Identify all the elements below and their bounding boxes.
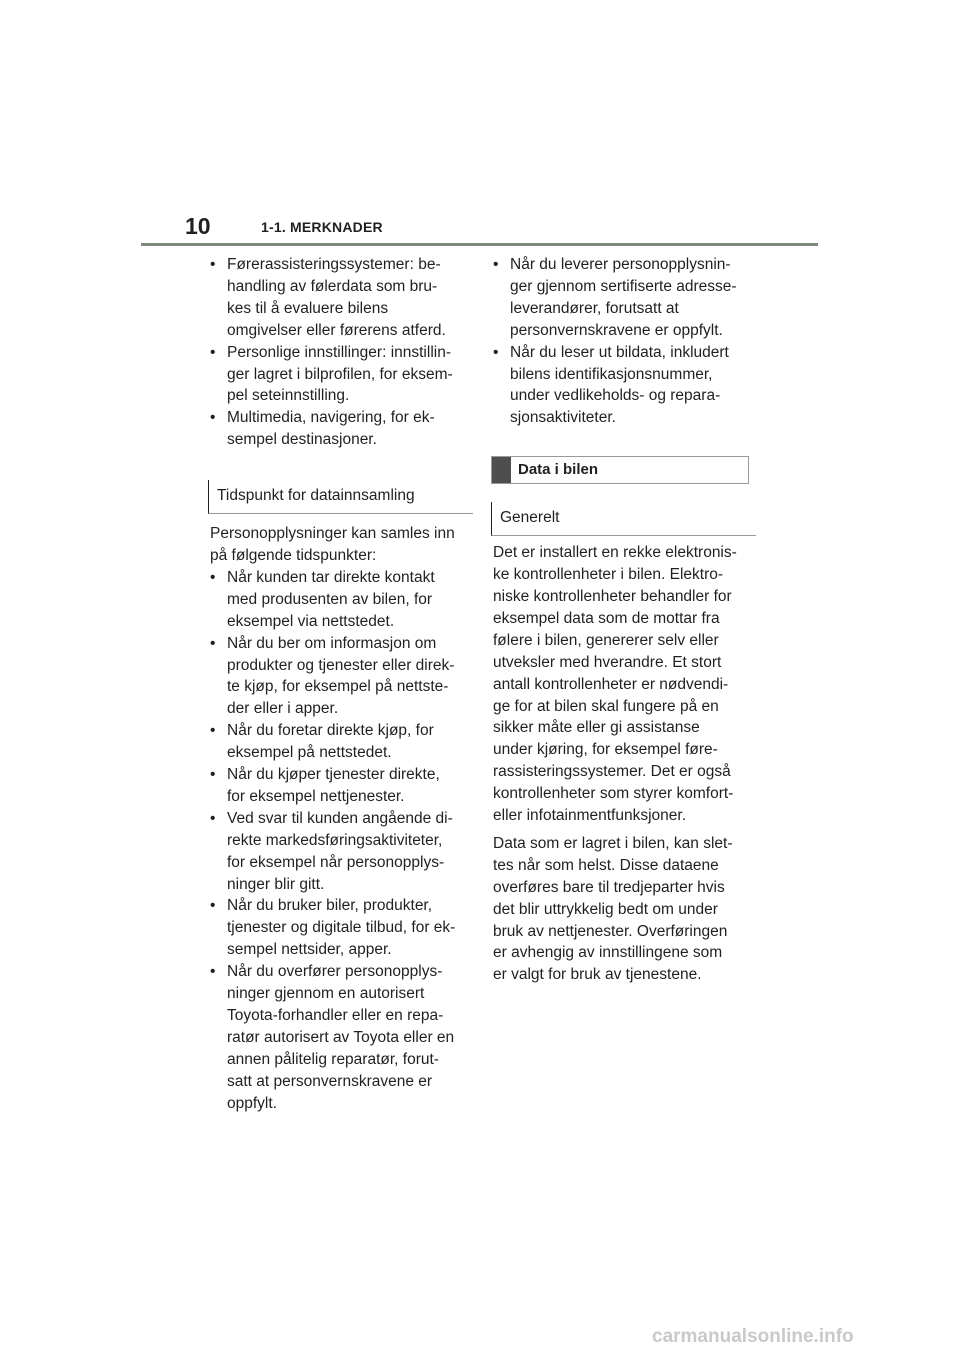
heading-bar bbox=[492, 457, 511, 483]
bullet-list bbox=[493, 254, 749, 429]
subheading-general: Generelt bbox=[491, 502, 756, 536]
list-item: • Når du leverer personopplysnin- ger gjennom sertifiserte adresse- leverandører, forutsatt at personvernskravene er oppfylt. bbox=[493, 256, 737, 339]
list-item: • Når kunden tar direkte kontakt med produsenten av bilen, for eksempel via nettstedet. bbox=[210, 568, 435, 630]
list-item: • Personlige innstillinger: innstillin- ger lagret i bilprofilen, for eksem- pel seteinnstilling. bbox=[210, 343, 453, 405]
section-title: 1-1. MERKNADER bbox=[261, 219, 383, 235]
section-heading-data-in-car bbox=[491, 456, 749, 484]
page-number: 10 bbox=[185, 213, 211, 239]
intro-paragraph: Personopplysninger kan samles inn på følgende tidspunkter: bbox=[210, 525, 455, 564]
heading-label: Data i bilen bbox=[518, 461, 599, 479]
list-item: • Når du ber om informasjon om produkter og tjenester eller direk- te kjøp, for eksempel på nettste- der eller i apper. bbox=[210, 634, 455, 718]
left-column bbox=[210, 254, 468, 1115]
header-rule bbox=[141, 243, 818, 246]
list-item: • Når du bruker biler, produkter, tjenester og digitale tilbud, for ek- sempel nettsider, apper. bbox=[210, 897, 456, 959]
list-item: • Når du leser ut bildata, inkludert bilens identifikasjonsnummer, under vedlikeholds- og repara- sjonsaktiviteter. bbox=[493, 343, 729, 427]
body-paragraph: Data som er lagret i bilen, kan slet- tes når som helst. Disse dataene overføres bare til tredjeparter hvis det blir uttrykkelig bedt om under bruk av nettjenester. Overføringen er avhengig av innstillingene som er valgt for bruk av tjenestene. bbox=[493, 834, 733, 984]
bullet-list bbox=[210, 254, 468, 451]
bullet-list bbox=[210, 567, 468, 1115]
list-item: • Når du overfører personopplys- ninger gjennom en autorisert Toyota-forhandler eller en repa- ratør autorisert av Toyota eller en annen pålitelig reparatør, forut- satt at personvernskravene er oppfylt. bbox=[210, 963, 455, 1112]
body-paragraph: Det er installert en rekke elektronis- ke kontrollenheter i bilen. Elektro- niske kontrollenheter behandler for eksempel data som de mottar fra følere i bilen, genererer selv eller utveksler med hverandre. Et stort antall kontrollenheter er nødvendi- ge for at bilen skal fungere på en sikker måte eller gi assistanse under kjøring, for eksempel føre- rassisteringssystemer. Det er også kontrollenheter som styrer komfort- eller infotainmentfunksjoner. bbox=[493, 544, 737, 825]
right-column bbox=[493, 254, 749, 986]
list-item: • Når du foretar direkte kjøp, for eksempel på nettstedet. bbox=[210, 722, 434, 762]
list-item: • Førerassisteringssystemer: be- handling av følerdata som bru- kes til å evaluere bilens omgivelser eller førerens atferd. bbox=[210, 256, 446, 339]
list-item: • Multimedia, navigering, for ek- sempel destinasjoner. bbox=[210, 409, 435, 449]
list-item: • Ved svar til kunden angående di- rekte markedsføringsaktiviteter, for eksempel når personopplys- ninger blir gitt. bbox=[210, 809, 453, 893]
subheading-data-collection: Tidspunkt for datainnsamling bbox=[208, 480, 473, 514]
watermark: carmanualsonline.info bbox=[652, 1326, 854, 1347]
list-item: • Når du kjøper tjenester direkte, for eksempel nettjenester. bbox=[210, 766, 440, 805]
